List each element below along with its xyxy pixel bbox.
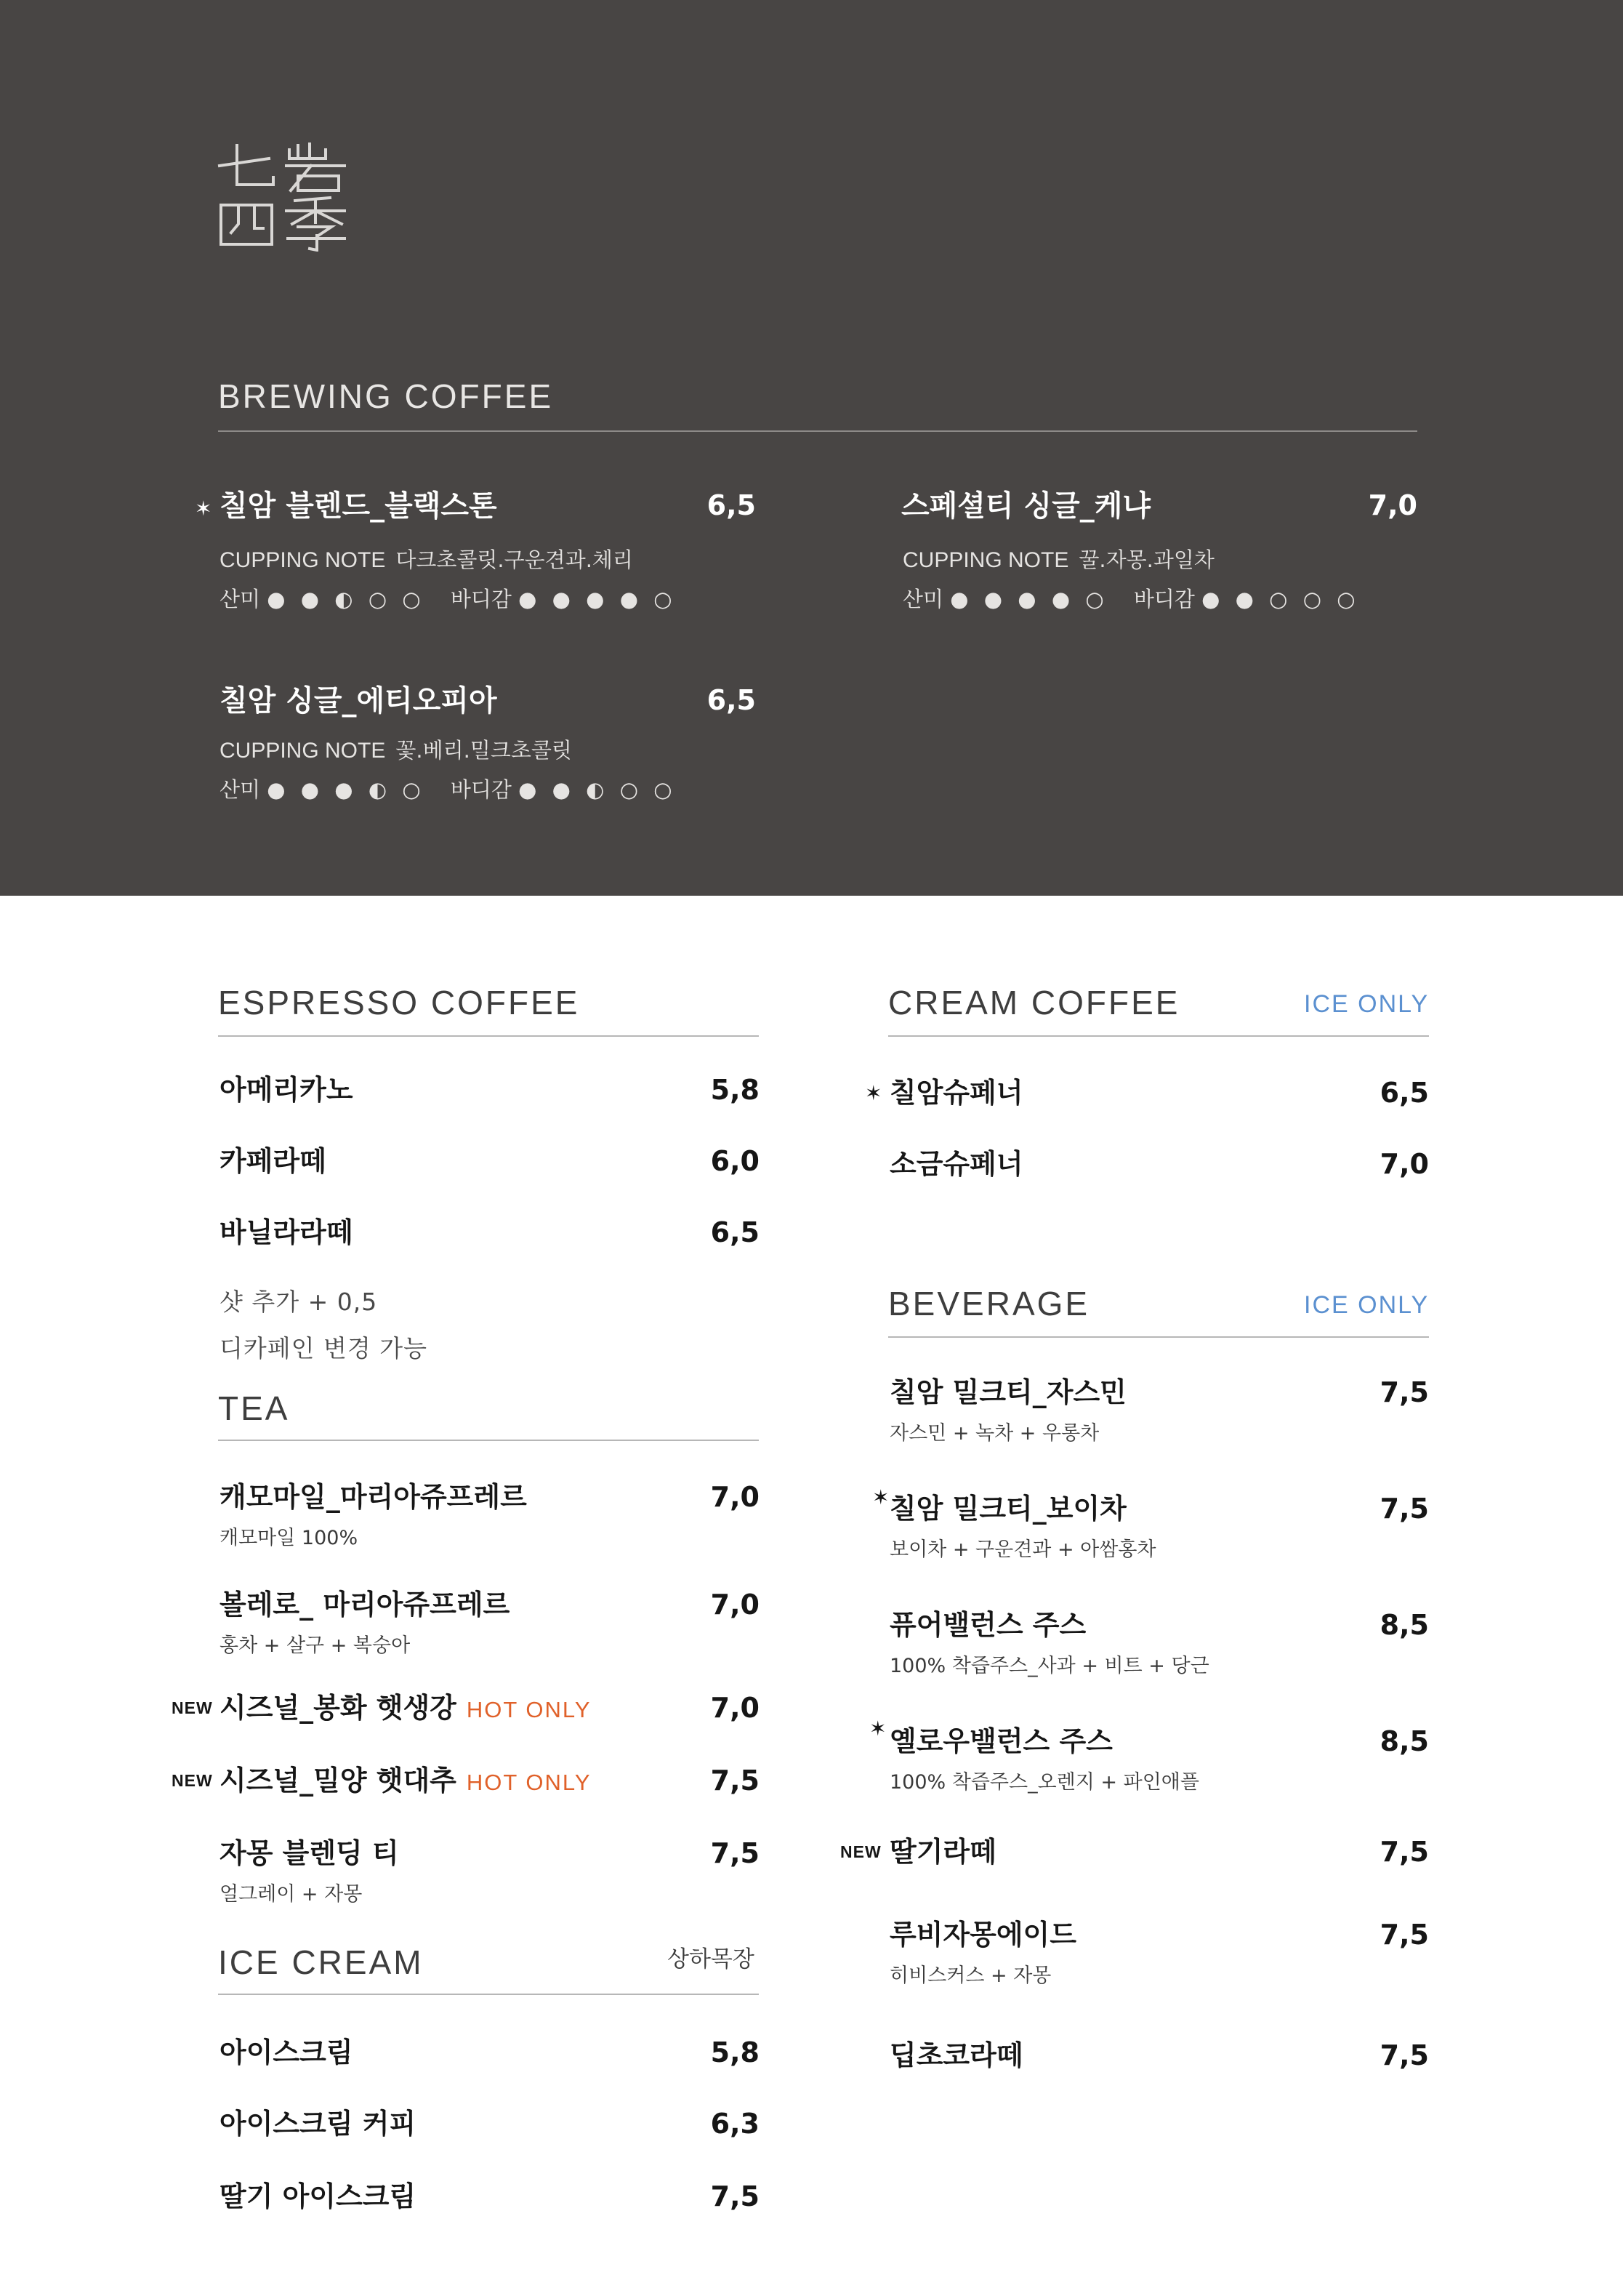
cupping-note-value: 다크초콜릿.구운견과.체리 xyxy=(395,547,633,572)
menu-item-name xyxy=(220,1765,592,1797)
divider xyxy=(218,1994,759,1995)
signature-star-icon: ✶ xyxy=(195,497,212,521)
menu-item-price: 6,5 xyxy=(706,489,756,521)
divider xyxy=(888,1035,1429,1037)
menu-item-name: 딸기 아이스크림 xyxy=(220,2180,416,2212)
menu-item-price: 7,5 xyxy=(1380,1493,1429,1525)
acidity-dots: ● ● ● ● ○ xyxy=(950,587,1108,611)
menu-item-name: 자몽 블렌딩 티 xyxy=(220,1837,399,1869)
cupping-note-value: 꽃.베리.밀크초콜릿 xyxy=(395,738,572,763)
ice-only-tag: ICE ONLY xyxy=(1304,990,1430,1018)
menu-item-price: 6,5 xyxy=(706,684,756,716)
menu-item-price: 6,3 xyxy=(710,2108,760,2140)
menu-item-price: 7,0 xyxy=(1380,1148,1429,1180)
body-dots: ● ● ○ ○ ○ xyxy=(1201,587,1360,611)
body-label: 바디감 xyxy=(1133,587,1195,611)
menu-item-description: 얼그레이 + 자몽 xyxy=(220,1883,363,1906)
brewing-section xyxy=(0,0,1623,896)
menu-item-name: 바닐라라떼 xyxy=(220,1216,353,1248)
acidity-dots: ● ● ● ◐ ○ xyxy=(267,777,425,802)
acidity-label: 산미 xyxy=(220,587,261,611)
body-dots: ● ● ● ● ○ xyxy=(518,587,677,611)
menu-item-name: 캐모마일_마리아쥬프레르 xyxy=(220,1481,527,1513)
hot-only-tag: HOT ONLY xyxy=(466,1697,592,1722)
cupping-note xyxy=(903,547,1215,572)
section-title-tea: TEA xyxy=(218,1389,290,1427)
signature-star-icon: ✶ xyxy=(869,1717,887,1741)
menu-item-name: 칠암슈페너 xyxy=(890,1077,1023,1109)
hot-only-tag: HOT ONLY xyxy=(466,1770,592,1795)
menu-item-description: 100% 착즙주스_사과 + 비트 + 당근 xyxy=(890,1655,1209,1677)
menu-item-name: 아이스크림 커피 xyxy=(220,2108,416,2140)
body-label: 바디감 xyxy=(450,587,512,611)
menu-item-name: 옐로우밸런스 주스 xyxy=(890,1725,1113,1757)
option-note: 디카페인 변경 가능 xyxy=(220,1334,428,1362)
divider xyxy=(218,430,1417,432)
menu-item-description: 캐모마일 100% xyxy=(220,1527,358,1549)
menu-item-price: 7,5 xyxy=(1380,1836,1429,1868)
cupping-note xyxy=(220,740,572,762)
menu-item-price: 6,5 xyxy=(710,1216,760,1248)
section-title-cream-coffee: CREAM COFFEE xyxy=(888,984,1180,1021)
menu-item-name: 칠암 밀크티_보이차 xyxy=(890,1493,1127,1525)
menu-item-name: 볼레로_ 마리아쥬프레르 xyxy=(220,1589,510,1621)
menu-item-price: 7,5 xyxy=(1380,1919,1429,1951)
menu-item-name: 퓨어밸런스 주스 xyxy=(890,1609,1087,1641)
menu-item-name: 딸기라떼 xyxy=(890,1836,996,1868)
section-title-ice-cream: ICE CREAM xyxy=(218,1943,424,1981)
menu-item-price: 7,0 xyxy=(710,1692,760,1724)
menu-item-name-text: 시즈널_봉화 햇생강 xyxy=(220,1692,456,1724)
menu-item-price: 7,5 xyxy=(1380,2039,1429,2071)
menu-item-price: 7,5 xyxy=(710,1837,760,1869)
cupping-note-label: CUPPING NOTE xyxy=(903,548,1069,572)
menu-item-description: 보이차 + 구운견과 + 아쌈홍차 xyxy=(890,1538,1156,1561)
cupping-note-label: CUPPING NOTE xyxy=(220,739,386,763)
menu-item-name: 칠암 블렌드_블랙스톤 xyxy=(220,489,497,523)
body-label: 바디감 xyxy=(450,777,512,802)
menu-item-name: 칠암 밀크티_자스민 xyxy=(890,1376,1127,1408)
divider xyxy=(218,1035,759,1037)
menu-item-name: 카페라떼 xyxy=(220,1145,326,1177)
menu-item-name: 루비자몽에이드 xyxy=(890,1919,1076,1951)
menu-item-name: 소금슈페너 xyxy=(890,1148,1023,1180)
menu-item-price: 8,5 xyxy=(1380,1725,1429,1757)
cupping-note xyxy=(220,547,633,572)
menu-item-name: 아메리카노 xyxy=(220,1074,353,1106)
section-title-brewing: BREWING COFFEE xyxy=(218,377,554,415)
option-note: 샷 추가 + 0,5 xyxy=(220,1288,378,1316)
menu-item-description: 자스민 + 녹차 + 우롱차 xyxy=(890,1422,1100,1445)
acidity-label: 산미 xyxy=(220,777,261,802)
new-badge: NEW xyxy=(172,1698,213,1717)
divider xyxy=(218,1440,759,1441)
cupping-note-label: CUPPING NOTE xyxy=(220,548,386,572)
taste-profile xyxy=(903,589,1360,610)
menu-item-price: 5,8 xyxy=(710,2036,760,2068)
menu-item-price: 7,5 xyxy=(1380,1376,1429,1408)
body-dots: ● ● ◐ ○ ○ xyxy=(518,777,677,802)
cupping-note-value: 꿀.자몽.과일차 xyxy=(1079,547,1215,572)
signature-star-icon: ✶ xyxy=(872,1485,890,1509)
menu-item-description: 히비스커스 + 자몽 xyxy=(890,1964,1052,1987)
new-badge: NEW xyxy=(172,1771,213,1790)
menu-item-price: 7,0 xyxy=(710,1589,760,1621)
menu-item-price: 6,0 xyxy=(710,1145,760,1177)
taste-profile xyxy=(220,589,677,610)
menu-item-name xyxy=(220,1694,592,1722)
menu-item-name-text: 시즈널_밀양 햇대추 xyxy=(220,1765,456,1797)
menu-item-price: 7,0 xyxy=(1368,489,1417,521)
new-badge: NEW xyxy=(840,1842,882,1861)
signature-star-icon: ✶ xyxy=(865,1081,882,1105)
acidity-dots: ● ● ◐ ○ ○ xyxy=(267,587,425,611)
menu-item-name: 딥초코라떼 xyxy=(890,2039,1023,2071)
menu-item-price: 5,8 xyxy=(710,1074,760,1106)
taste-profile xyxy=(220,779,677,800)
acidity-label: 산미 xyxy=(903,587,944,611)
section-title-espresso: ESPRESSO COFFEE xyxy=(218,984,580,1021)
divider xyxy=(888,1336,1429,1338)
menu-item-price: 7,5 xyxy=(710,2180,760,2212)
brand-logo xyxy=(217,143,347,252)
menu-item-description: 100% 착즙주스_오렌지 + 파인애플 xyxy=(890,1771,1199,1794)
menu-item-name: 아이스크림 xyxy=(220,2036,353,2068)
section-title-beverage: BEVERAGE xyxy=(888,1285,1090,1322)
menu-item-price: 7,0 xyxy=(710,1481,760,1513)
menu-item-description: 홍차 + 살구 + 복숭아 xyxy=(220,1634,411,1657)
menu-item-name: 칠암 싱글_에티오피아 xyxy=(220,684,497,718)
brand-note: 상하목장 xyxy=(667,1946,754,1972)
menu-item-price: 6,5 xyxy=(1380,1077,1429,1109)
menu-item-price: 8,5 xyxy=(1380,1609,1429,1641)
menu-item-price: 7,5 xyxy=(710,1765,760,1797)
ice-only-tag: ICE ONLY xyxy=(1304,1291,1430,1319)
menu-item-name: 스페셜티 싱글_케냐 xyxy=(901,489,1151,523)
